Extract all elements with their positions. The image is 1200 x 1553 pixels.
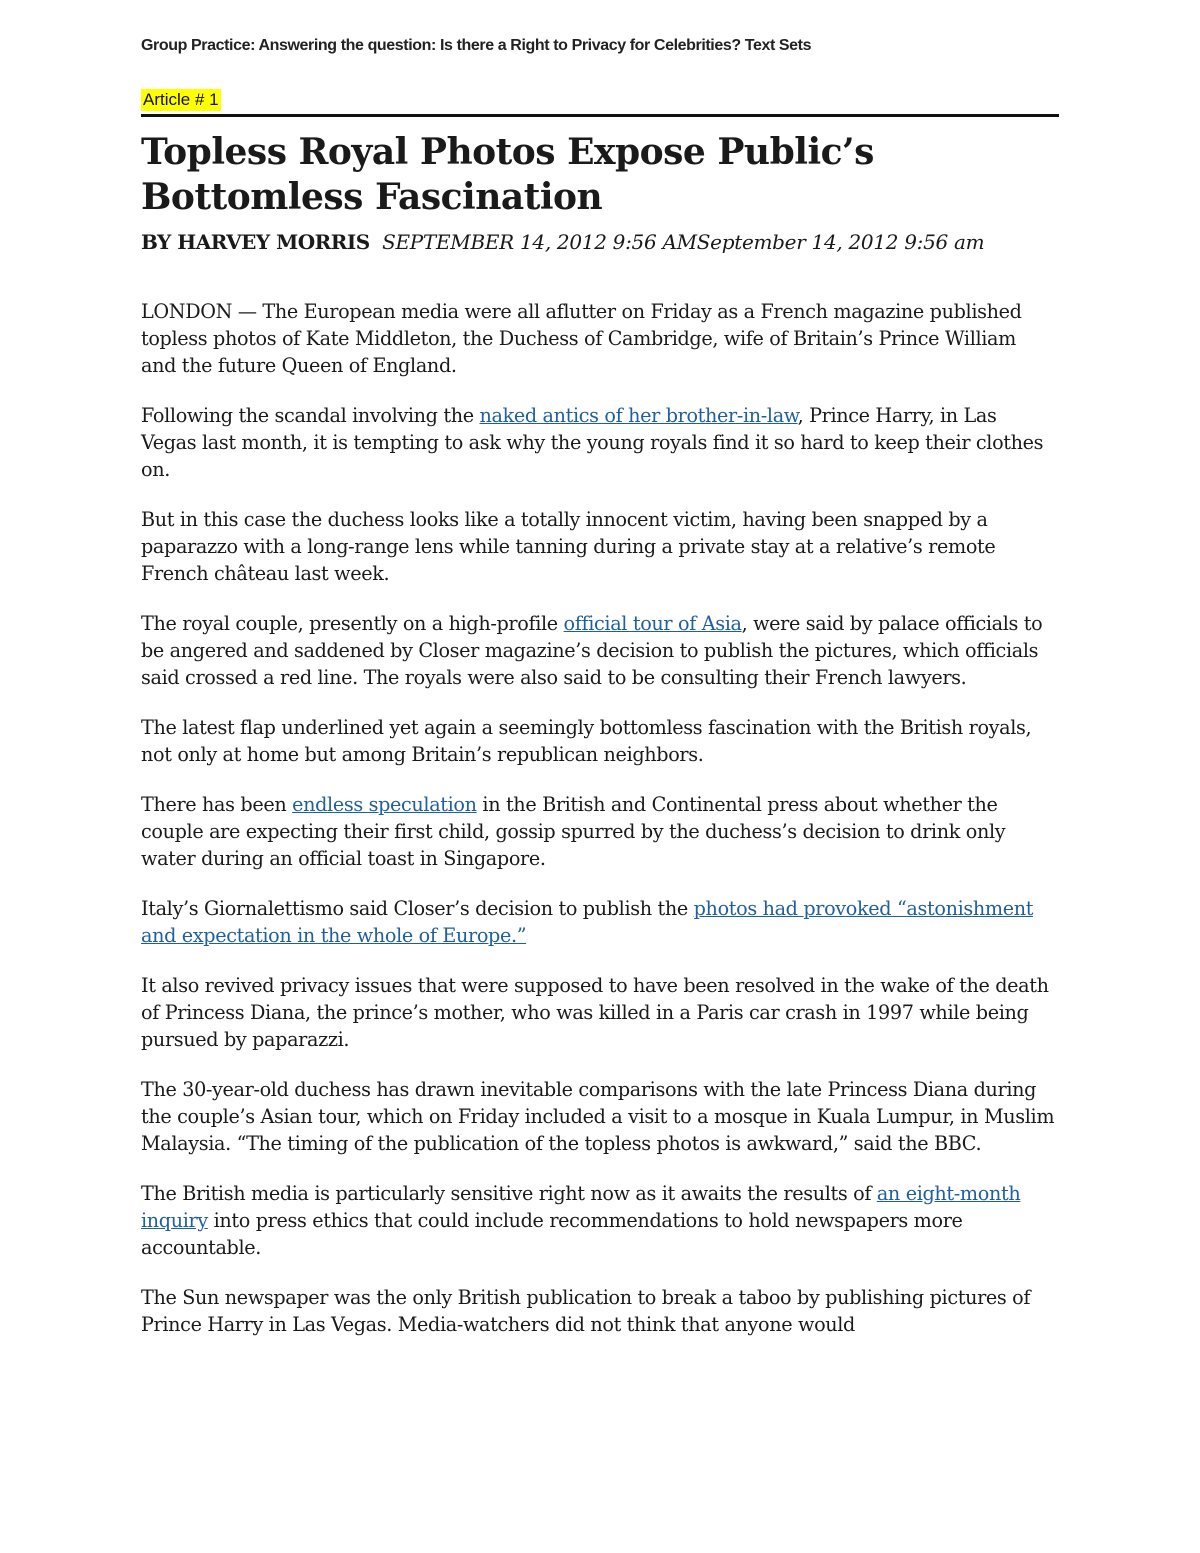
paragraph-6: There has been endless speculation in the British and Continental press about whether the couple are expecting their first child, gossip spurred by the duchess’s decision to drink only water during an official toast in Singapore. — [141, 793, 1006, 870]
horizontal-rule — [141, 114, 1059, 117]
link-endless-speculation[interactable]: endless speculation — [292, 793, 477, 816]
paragraph-9: The 30-year-old duchess has drawn inevitable comparisons with the late Princess Diana during the couple’s Asian tour, which on Friday included a visit to a mosque in Kuala Lumpur, in Muslim Malaysia. “The timing of the publication of the topless photos is awkward,” said the BBC. — [141, 1078, 1055, 1155]
paragraph-5: The latest flap underlined yet again a seemingly bottomless fascination with the British royals, not only at home but among Britain’s republican neighbors. — [141, 716, 1032, 766]
paragraph-10: The British media is particularly sensitive right now as it awaits the results of an eight-month inquiry into press ethics that could include recommendations to hold newspapers more accountable. — [141, 1182, 1021, 1259]
article-label-highlight: Article # 1 — [143, 90, 219, 109]
paragraph-8: It also revived privacy issues that were supposed to have been resolved in the wake of the death of Princess Diana, the prince’s mother, who was killed in a Paris car crash in 1997 while being pursued by paparazzi. — [141, 974, 1049, 1051]
paragraph-7: Italy’s Giornalettismo said Closer’s decision to publish the photos had provoked “astonishment and expectation in the whole of Europe.” — [141, 897, 1034, 947]
paragraph-3: But in this case the duchess looks like a totally innocent victim, having been snapped by a paparazzo with a long-range lens while tanning during a private stay at a relative’s remote French château last week. — [141, 508, 996, 585]
article-body — [141, 298, 1056, 1361]
paragraph-2: Following the scandal involving the naked antics of her brother-in-law, Prince Harry, in Las Vegas last month, it is tempting to ask why the young royals find it so hard to keep their clothes on. — [141, 404, 1044, 481]
article-title: Topless Royal Photos Expose Public’s Bottomless Fascination — [141, 131, 874, 218]
paragraph-4: The royal couple, presently on a high-profile official tour of Asia, were said by palace officials to be angered and saddened by Closer magazine’s decision to publish the pictures, which officials said crossed a red line. The royals were also said to be consulting their French lawyers. — [141, 612, 1043, 689]
author-name: BY HARVEY MORRIS — [141, 230, 370, 254]
paragraph-1: LONDON — The European media were all aflutter on Friday as a French magazine published topless photos of Kate Middleton, the Duchess of Cambridge, wife of Britain’s Prince William and the future Queen of England. — [141, 300, 1022, 377]
link-naked-antics[interactable]: naked antics of her brother-in-law — [479, 404, 798, 427]
link-eight-month-inquiry[interactable]: an eight-month inquiry — [141, 1182, 1021, 1232]
paragraph-11: The Sun newspaper was the only British publication to break a taboo by publishing pictures of Prince Harry in Las Vegas. Media-watchers did not think that anyone would — [141, 1286, 1031, 1336]
document-header: Group Practice: Answering the question: Is there a Right to Privacy for Celebrities? Text Sets — [141, 37, 812, 54]
link-photos-provoked[interactable]: photos had provoked “astonishment and expectation in the whole of Europe.” — [141, 897, 1034, 947]
byline — [141, 230, 1071, 254]
publish-date: SEPTEMBER 14, 2012 9:56 AMSeptember 14, 2012 9:56 am — [382, 230, 985, 254]
link-official-tour-of-asia[interactable]: official tour of Asia — [563, 612, 742, 635]
